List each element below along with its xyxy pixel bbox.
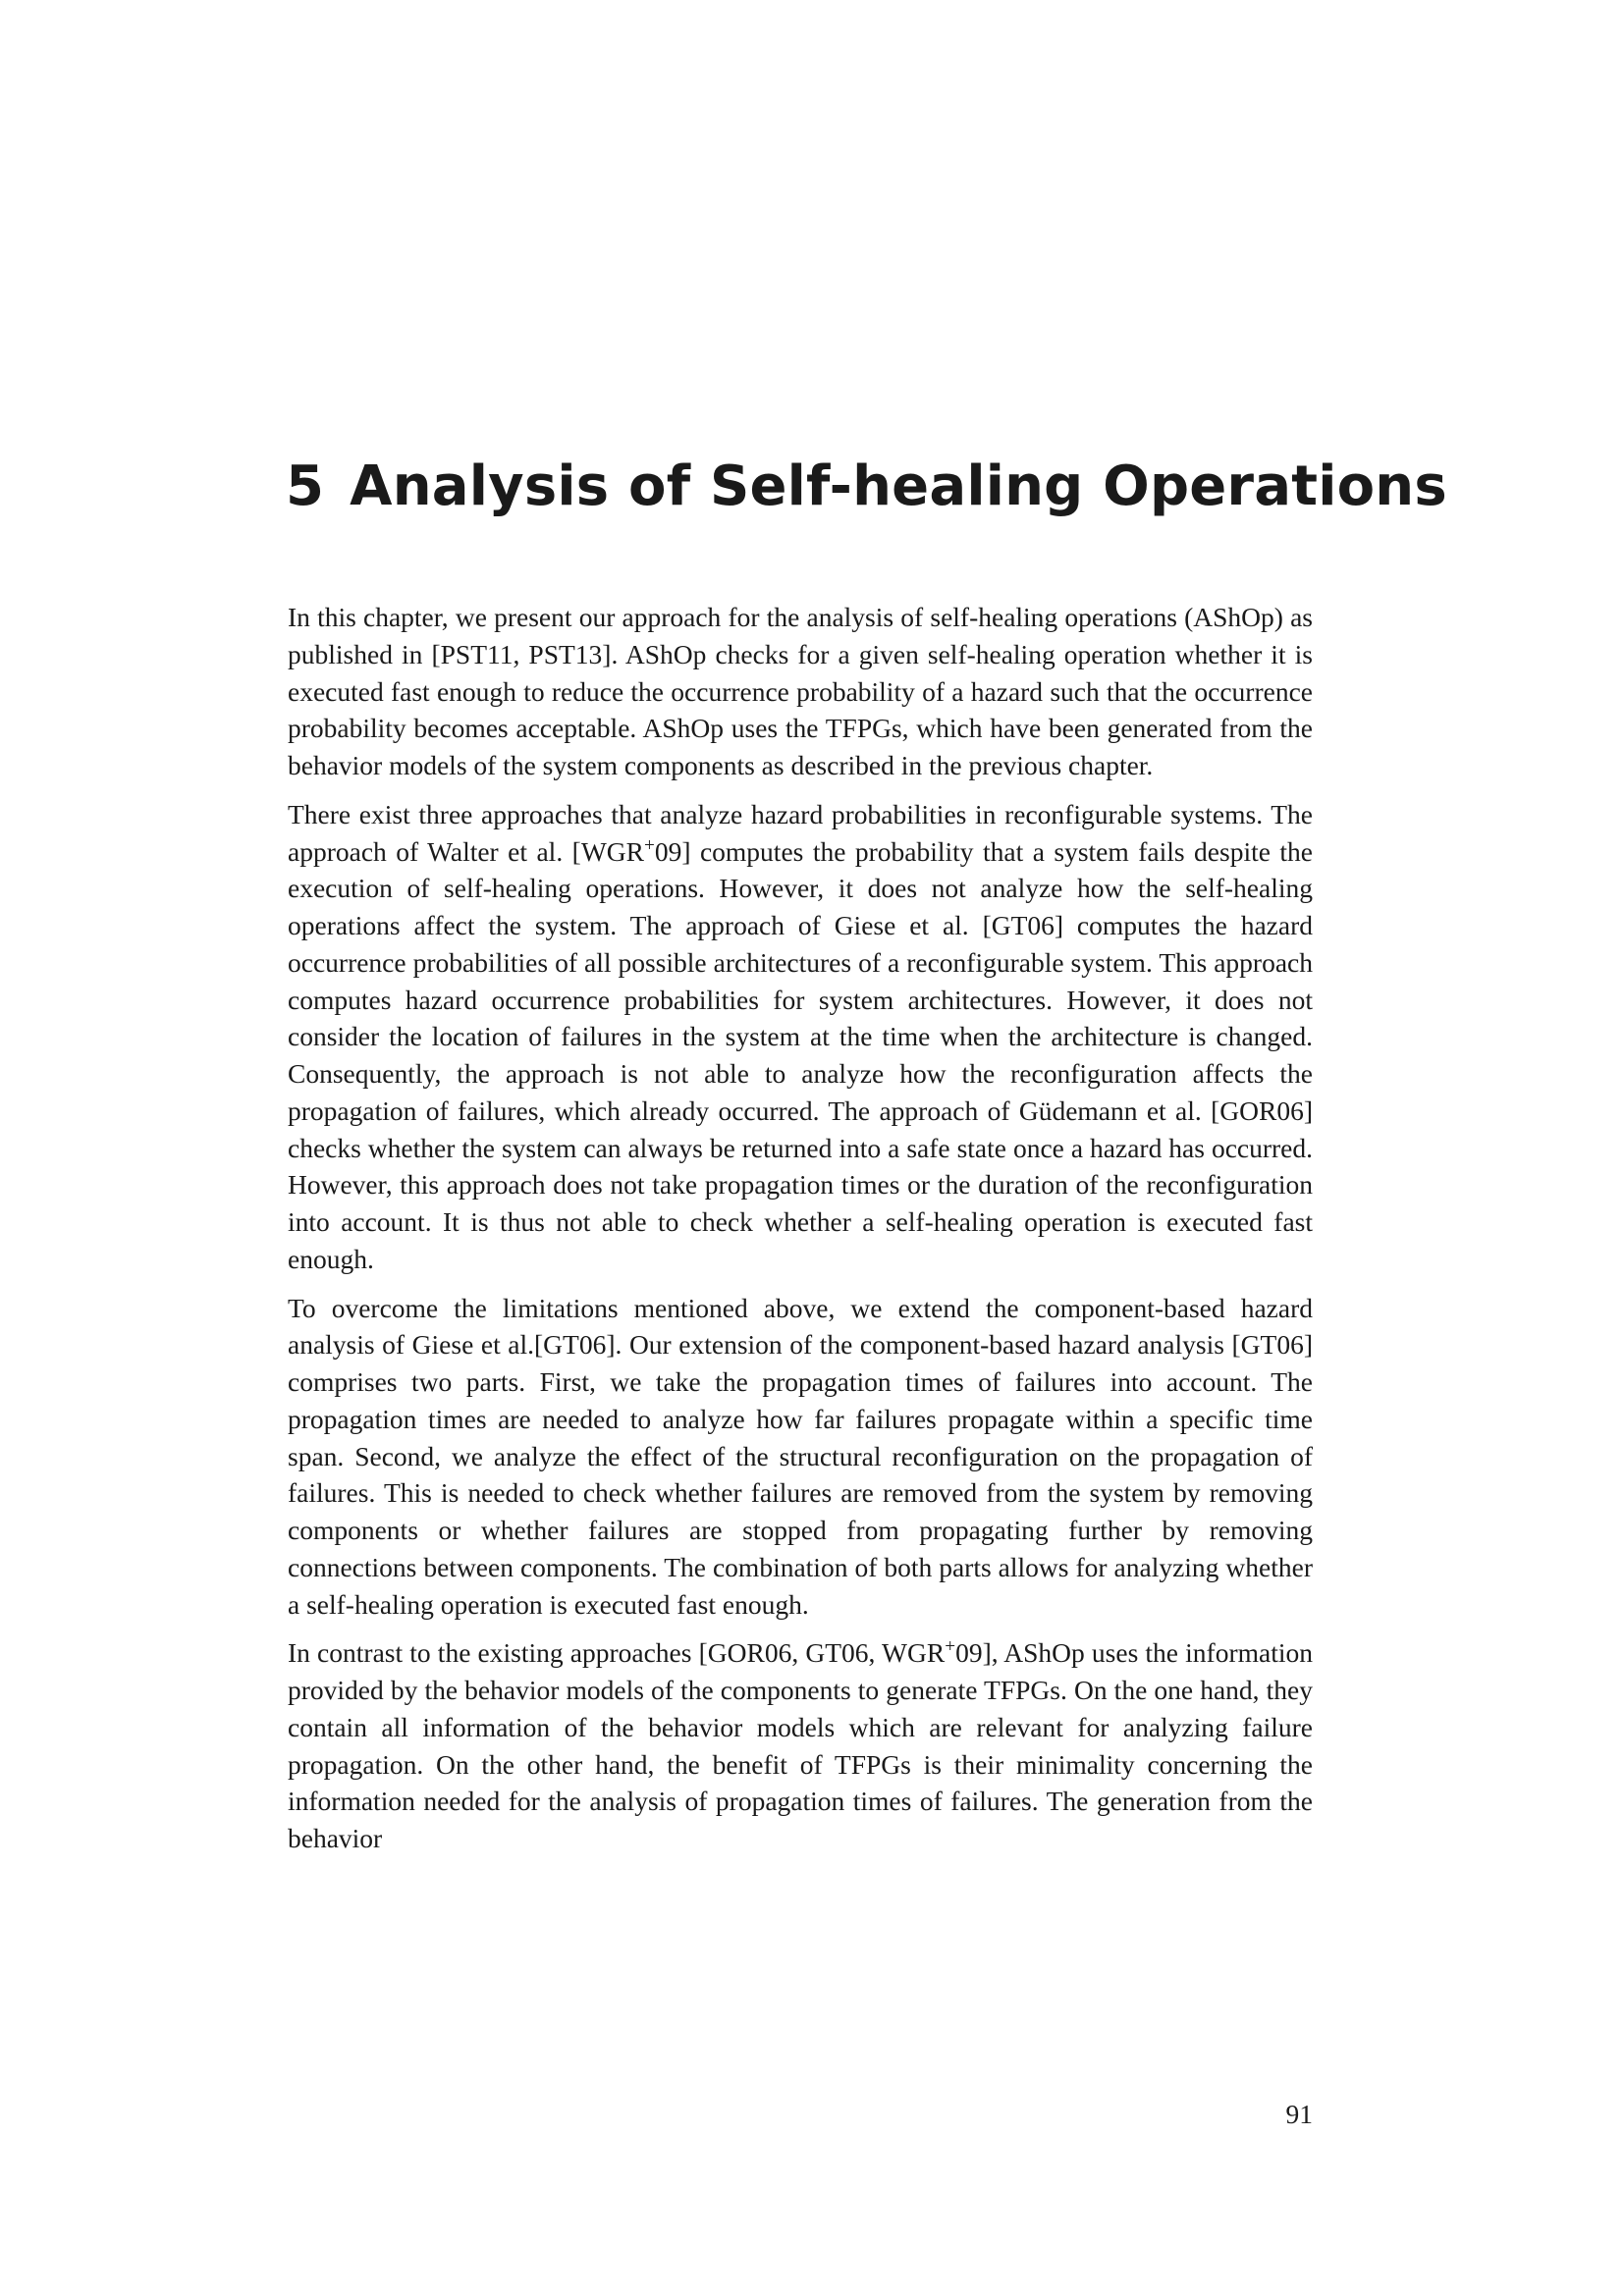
paragraph: [288, 1634, 1313, 1857]
paragraph-text: 09] computes the probability that a system fails despite the execution of self-healing operations. However, it does not analyze how the self-healing operations affect the system. The approach of Giese et al. [GT06] computes the hazard occurrence probabilities of all possible architectures of a reconfigurable system. This approach computes hazard occurrence probabilities for system architectures. However, it does not consider the location of failures in the system at the time when the architecture is changed. Consequently, the approach is not able to analyze how the reconfiguration affects the propagation of failures, which already occurred. The approach of Güdemann et al. [GOR06] checks whether the system can always be returned into a safe state once a hazard has occurred. However, this approach does not take propagation times or the duration of the reconfiguration into account. It is thus not able to check whether a self-healing operation is executed fast enough.: [288, 835, 1313, 1274]
chapter-title-text: Analysis of Self-healing Operations: [350, 454, 1447, 518]
chapter-title: [286, 454, 1447, 520]
page-number: 91: [1285, 2099, 1313, 2129]
paragraph-text: There exist three approaches that analyze hazard probabilities in reconfigurable systems. The approach of Walter et al. [WGR: [288, 798, 1313, 867]
paragraph-text: 09], AShOp uses the information provided by the behavior models of the components to generate TFPGs. On the one hand, they contain all information of the behavior models which are relevant for analyzing failure propagation. On the other hand, the benefit of TFPGs is their minimality concerning the information needed for the analysis of propagation times of failures. The generation from the behavior: [288, 1637, 1313, 1853]
paragraph-text: In contrast to the existing approaches [GOR06, GT06, WGR: [288, 1637, 946, 1669]
paragraph: [288, 796, 1313, 1278]
superscript: +: [643, 834, 655, 856]
paragraph: To overcome the limitations mentioned above, we extend the component-based hazard analysis of Giese et al.[GT06]. Our extension of the component-based hazard analysis [GT06] comprises two parts. First, we take the propagation times of failures into account. The propagation times are needed to analyze how far failures propagate within a specific time span. Second, we analyze the effect of the structural reconfiguration on the propagation of failures. This is needed to check whether failures are removed from the system by removing components or whether failures are stopped from propagating further by removing connections between components. The combination of both parts allows for analyzing whether a self-healing operation is executed fast enough.: [288, 1292, 1313, 1620]
body-text: [288, 599, 1313, 1869]
chapter-number: 5: [286, 454, 325, 518]
paragraph: In this chapter, we present our approach for the analysis of self-healing operations (AShOp) as published in [PST11, PST13]. AShOp checks for a given self-healing operation whether it is executed fast enough to reduce the occurrence probability of a hazard such that the occurrence probability becomes acceptable. AShOp uses the TFPGs, which have been generated from the behavior models of the system components as described in the previous chapter.: [288, 602, 1313, 780]
superscript: +: [945, 1636, 956, 1658]
